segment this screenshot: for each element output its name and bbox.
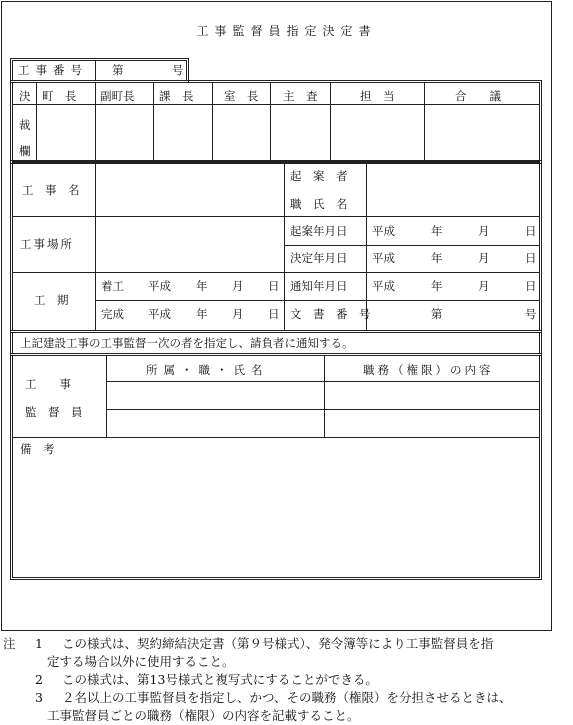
decision-date-era: 平成 [372,251,395,265]
approval-side-label-3: 欄 [19,144,31,158]
decision-date-year: 年 [431,251,443,265]
note-3-number: 3 [35,690,43,705]
decision-date-label: 決定年月日 [290,251,348,265]
proposal-date-year: 年 [431,224,443,238]
notify-date-day: 日 [525,279,537,293]
end-era: 平成 [148,307,171,321]
start-year: 年 [196,279,208,293]
note-2-number: 2 [35,672,43,687]
project-number-suffix: 号 [172,63,184,77]
notify-date-label: 通知年月日 [290,279,348,293]
start-day: 日 [268,279,280,293]
note-1-line-2: 定する場合以外に使用すること。 [47,654,235,669]
approval-header-office-chief: 室 長 [224,89,259,103]
project-number-label: 工事番号 [18,63,88,77]
doc-number-suffix: 号 [525,307,537,321]
decision-date-day: 日 [525,251,537,265]
note-1-line-1: この様式は、契約締結決定書（第９号様式）、発令簿等により工事監督員を指 [62,636,494,651]
approval-side-label-1: 決 [19,89,31,103]
approval-header-consultation: 合 議 [455,89,501,103]
proposal-date-era: 平成 [372,224,395,238]
start-era: 平成 [148,279,171,293]
statement-text: 上記建設工事の工事監督一次の者を指定し、請負者に通知する。 [20,336,354,350]
doc-number-prefix: 第 [431,307,443,321]
end-label: 完成 [101,307,124,321]
end-month: 月 [232,307,244,321]
proposal-date-day: 日 [525,224,537,238]
approval-side-label-2: 裁 [19,118,31,132]
project-name-label: 工 事 名 [22,183,80,197]
supervisor-col-affiliation: 所属・職・氏名 [146,363,269,377]
site-label: 工事場所 [20,237,74,251]
document-title: 工事監督員指定決定書 [196,24,377,38]
note-3-line-2: 工事監督員ごとの職務（権限）の内容を記載すること。 [47,708,360,723]
approval-header-chief-examiner: 主 査 [283,89,318,103]
doc-number-label: 文 書 番 号 [290,307,371,321]
notes-prefix: 注 [3,636,16,651]
supervisor-label-top: 工 事 [25,377,71,391]
approval-header-mayor: 町 長 [42,89,77,103]
note-3-line-1: ２名以上の工事監督員を指定し、かつ、その職務（権限）を分担させるときは、 [62,690,512,705]
end-day: 日 [268,307,280,321]
proposer-label-1: 起 案 者 [290,169,348,183]
decision-date-month: 月 [478,251,490,265]
remarks-label: 備 考 [20,442,55,456]
approval-header-section-chief: 課 長 [159,89,194,103]
approval-header-deputy-mayor: 副町長 [100,89,135,103]
period-label: 工 期 [34,293,69,307]
supervisor-col-duties: 職務（権限）の内容 [363,363,494,377]
supervisor-label-bottom: 監 督 員 [25,405,83,419]
proposal-date-month: 月 [478,224,490,238]
note-2-line-1: この様式は、第13号様式と複写式にすることができる。 [62,672,378,687]
notify-date-era: 平成 [372,279,395,293]
start-label: 着工 [101,279,124,293]
project-number-prefix: 第 [112,63,124,77]
note-1-number: 1 [35,636,43,651]
start-month: 月 [232,279,244,293]
notify-date-year: 年 [431,279,443,293]
supervisor-remarks-box [10,353,542,580]
end-year: 年 [196,307,208,321]
proposer-label-2: 職 氏 名 [290,197,348,211]
proposal-date-label: 起案年月日 [290,224,348,238]
notify-date-month: 月 [478,279,490,293]
approval-header-staff: 担 当 [360,89,395,103]
